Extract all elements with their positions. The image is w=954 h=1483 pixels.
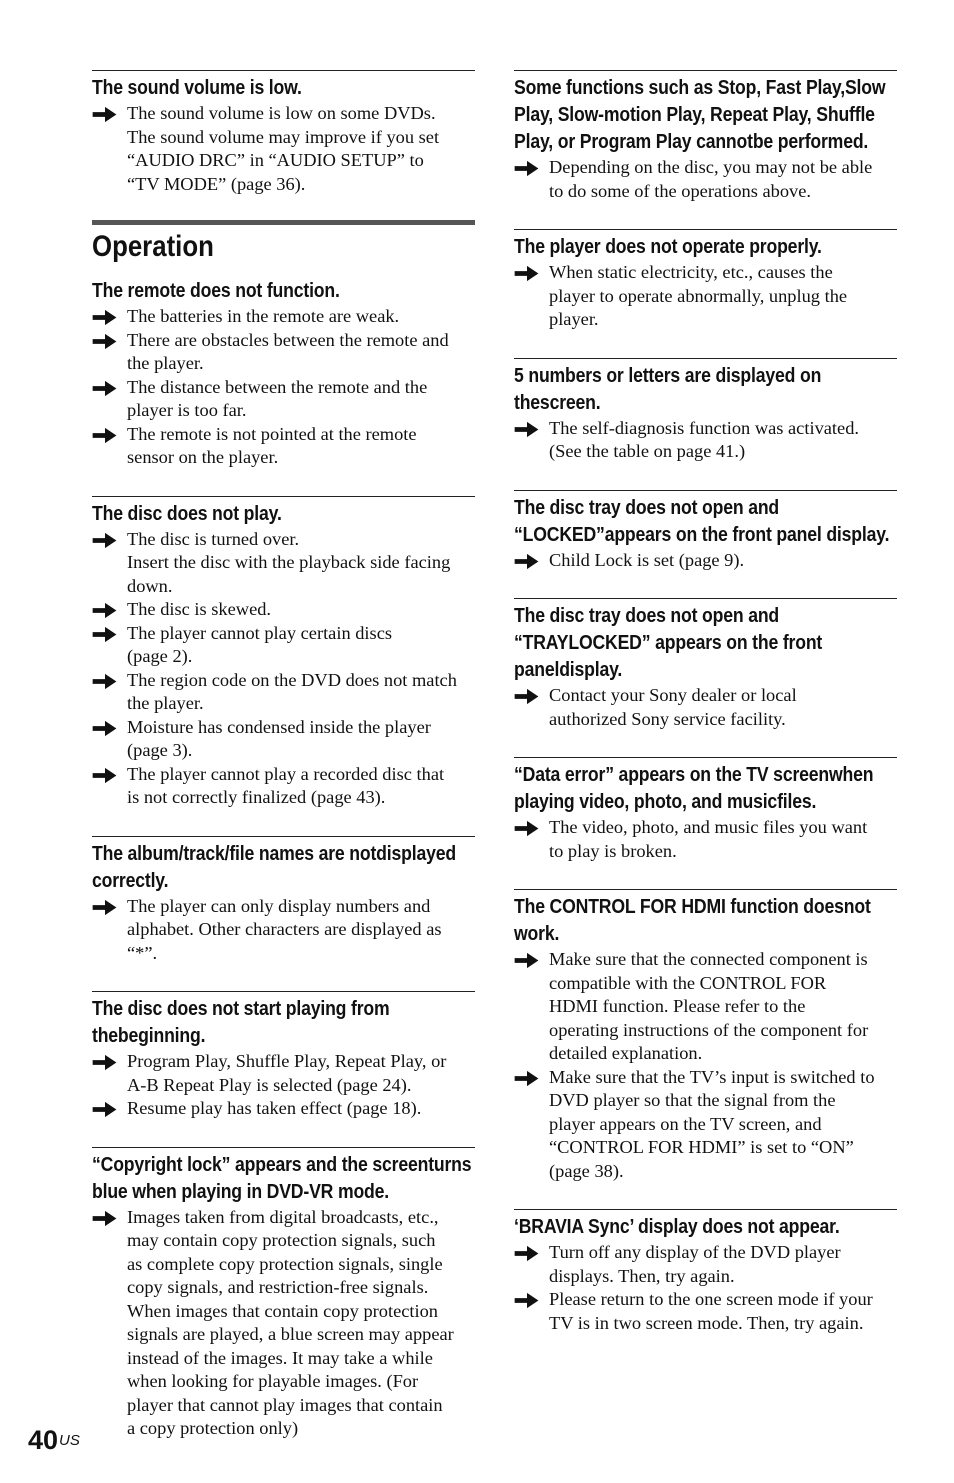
list-item: The sound volume is low on some DVDs. The sound volume may improve if you set “AUDIO DRC” in “AUDIO SETUP” to “TV MODE” (page 36). [92,102,475,196]
arrow-bullet-icon [514,417,549,441]
topic-heading: ‘BRAVIA Sync’ display does not appear. [514,1215,840,1238]
arrow-bullet-icon [92,895,127,919]
arrow-bullet-icon [92,763,127,787]
topic-not-start-beginning [92,991,475,1121]
list-item: Contact your Sony dealer or local authorized Sony service facility. [514,684,897,731]
topic-data-error [514,757,897,863]
arrow-bullet-icon [92,1097,127,1121]
topic-sound-volume-low [92,70,475,196]
topic-heading: Some functions such as Stop, Fast Play,Slow Play, Slow-motion Play, Repeat Play, Shuffle Play, or Program Play cannotbe performed. [514,76,886,153]
arrow-bullet-icon [92,528,127,552]
topic-tray-locked-tray [514,598,897,731]
list-item: Program Play, Shuffle Play, Repeat Play, or A-B Repeat Play is selected (page 24). [92,1050,475,1097]
list-item: Make sure that the connected component is compatible with the CONTROL FOR HDMI function. Please refer to the operating instructions of the component for detailed explanation. [514,948,897,1066]
arrow-bullet-icon [92,669,127,693]
arrow-bullet-icon [92,305,127,329]
arrow-bullet-icon [92,376,127,400]
list-item: Make sure that the TV’s input is switched to DVD player so that the signal from the player appears on the TV screen, and “CONTROL FOR HDMI” is set to “ON” (page 38). [514,1066,897,1184]
list-item: The player can only display numbers and alphabet. Other characters are displayed as “*”. [92,895,475,966]
arrow-bullet-icon [92,423,127,447]
list-item: The disc is skewed. [92,598,475,622]
arrow-bullet-icon [514,1066,549,1090]
list-item: The video, photo, and music files you want to play is broken. [514,816,897,863]
topic-bravia-sync [514,1209,897,1335]
topic-functions-not-performed [514,70,897,203]
topic-heading: The disc tray does not open and “TRAYLOCKED” appears on the front paneldisplay. [514,604,823,681]
list-item: Please return to the one screen mode if your TV is in two screen mode. Then, try again. [514,1288,897,1335]
arrow-bullet-icon [514,1288,549,1312]
arrow-bullet-icon [92,598,127,622]
arrow-bullet-icon [514,684,549,708]
topic-tray-locked [514,490,897,573]
arrow-bullet-icon [92,622,127,646]
topic-heading: 5 numbers or letters are displayed on thescreen. [514,363,822,414]
arrow-bullet-icon [514,549,549,573]
page-number: $40^{US}$ [28,1425,80,1455]
arrow-bullet-icon [514,1241,549,1265]
section-heading: Operation [92,230,214,263]
topic-heading: The remote does not function. [92,279,340,302]
list-item: Depending on the disc, you may not be able to do some of the operations above. [514,156,897,203]
topic-heading: The player does not operate properly. [514,235,822,258]
list-item: The self-diagnosis function was activated. (See the table on page 41.) [514,417,897,464]
list-item: Images taken from digital broadcasts, etc., may contain copy protection signals, such as complete copy protection signals, single copy signals, and restriction-free signals. When images that contain copy protection signals are played, a blue screen may appear instead of the images. It may take a while when looking for playable images. (For player that cannot play images that contain a copy protection only) [92,1206,475,1441]
arrow-bullet-icon [514,816,549,840]
list-item: The disc is turned over. Insert the disc with the playback side facing down. [92,528,475,599]
list-item: Child Lock is set (page 9). [514,549,897,573]
arrow-bullet-icon [92,102,127,126]
list-item: Moisture has condensed inside the player (page 3). [92,716,475,763]
list-item: The player cannot play a recorded disc that is not correctly finalized (page 43). [92,763,475,810]
arrow-bullet-icon [92,716,127,740]
topic-heading: The CONTROL FOR HDMI function doesnot work. [514,895,871,945]
topic-heading: “Copyright lock” appears and the screenturns blue when playing in DVD-VR mode. [92,1152,472,1203]
topic-heading: The album/track/file names are notdisplayed correctly. [92,841,456,892]
arrow-bullet-icon [92,1050,127,1074]
section-title-operation [92,220,475,265]
left-column [92,70,475,1467]
list-item: The batteries in the remote are weak. [92,305,475,329]
list-item: Resume play has taken effect (page 18). [92,1097,475,1121]
list-item: There are obstacles between the remote and the player. [92,329,475,376]
arrow-bullet-icon [92,329,127,353]
right-column [514,70,897,1361]
list-item: The region code on the DVD does not match the player. [92,669,475,716]
arrow-bullet-icon [514,261,549,285]
topic-player-not-operate [514,229,897,332]
arrow-bullet-icon [92,1206,127,1230]
list-item: The remote is not pointed at the remote sensor on the player. [92,423,475,470]
list-item: The distance between the remote and the player is too far. [92,376,475,423]
list-item: When static electricity, etc., causes the player to operate abnormally, unplug the player. [514,261,897,332]
list-item: The player cannot play certain discs (page 2). [92,622,475,669]
list-item: Turn off any display of the DVD player displays. Then, try again. [514,1241,897,1288]
page-suffix: US [59,1432,80,1449]
topic-heading: The sound volume is low. [92,76,302,99]
topic-copyright-lock [92,1147,475,1441]
topic-disc-not-play [92,496,475,810]
topic-five-numbers-displayed [514,358,897,464]
topic-heading: The disc tray does not open and “LOCKED”appears on the front panel display. [514,495,890,546]
topic-control-for-hdmi [514,889,897,1183]
topic-names-not-displayed [92,836,475,966]
arrow-bullet-icon [514,948,549,972]
arrow-bullet-icon [514,156,549,180]
topic-heading: “Data error” appears on the TV screenwhen playing video, photo, and musicfiles. [514,763,874,813]
topic-remote-not-function [92,277,475,470]
topic-heading: The disc does not play. [92,501,282,525]
topic-heading: The disc does not start playing from thebeginning. [92,997,390,1047]
